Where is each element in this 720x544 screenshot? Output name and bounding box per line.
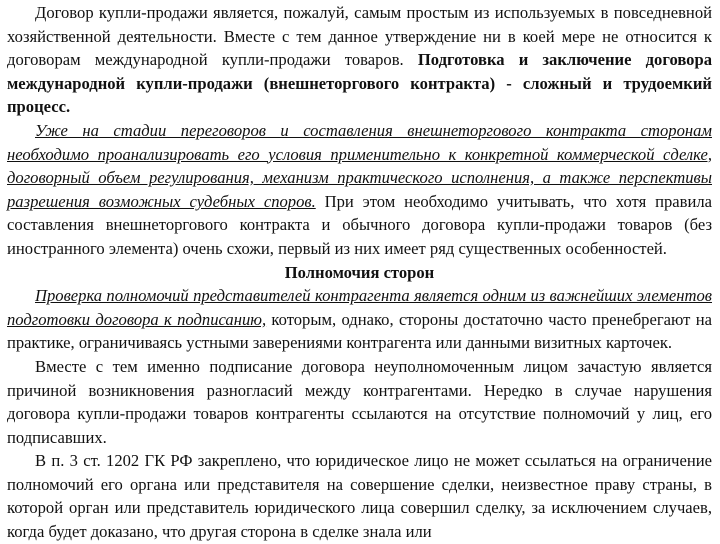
intro-bold-statement: Подготовка и заключение договора международной купли-продажи (внешнеторгового контракта) - сложный и трудоемкий процесс.	[7, 50, 712, 117]
intro-text: Договор купли-продажи является, пожалуй, самым простым из используемых в повседневной хозяйственной деятельности. Вместе с тем данное утверждение ни в коей мере не относится к договорам международной купли-продажи товаров.	[7, 3, 712, 70]
authority-underlined-text: Проверка полномочий представителей контрагента является одним из важнейших элементов подготовки договора к подписанию,	[7, 286, 712, 329]
paragraph-civil-code: В п. 3 ст. 1202 ГК РФ закреплено, что юридическое лицо не может ссылаться на ограничение полномочий его органа или представителя на совершение сделки, неизвестное праву страны, в которой орган или представитель юридического лица совершил сделку, за исключением случаев, когда будет доказано, что другая сторона в сделке знала или	[7, 451, 712, 542]
negotiation-text: При этом необходимо учитывать, что хотя правила составления внешнеторгового контракта и обычного договора купли-продажи товаров (без иностранного элемента) очень схожи, первый из них имеет ряд существенных особенностей.	[7, 191, 712, 258]
authority-text: которым, однако, стороны достаточно часто пренебрегают на практике, ограничиваясь устными заверениями контрагента или данными визитных карточек.	[7, 309, 712, 353]
paragraph-intro	[7, 1, 712, 119]
paragraph-authority-check	[7, 284, 712, 355]
paragraph-disputes: Вместе с тем именно подписание договора неуполномоченным лицом зачастую является причиной возникновения разногласий между контрагентами. Нередко в случае нарушения договора купли-продажи товаров контрагенты ссылаются на отсутствие полномочий у лиц, его подписавших.	[7, 356, 712, 447]
section-heading: Полномочия сторон	[284, 262, 435, 282]
paragraph-negotiation	[7, 119, 712, 261]
negotiation-underlined-text: Уже на стадии переговоров и составления внешнеторгового контракта сторонам необходимо проанализировать его условия применительно к конкретной коммерческой сделке, договорный объем регулирования, механизм практического исполнения, а также перспективы разрешения возможных судебных споров.	[7, 120, 712, 211]
